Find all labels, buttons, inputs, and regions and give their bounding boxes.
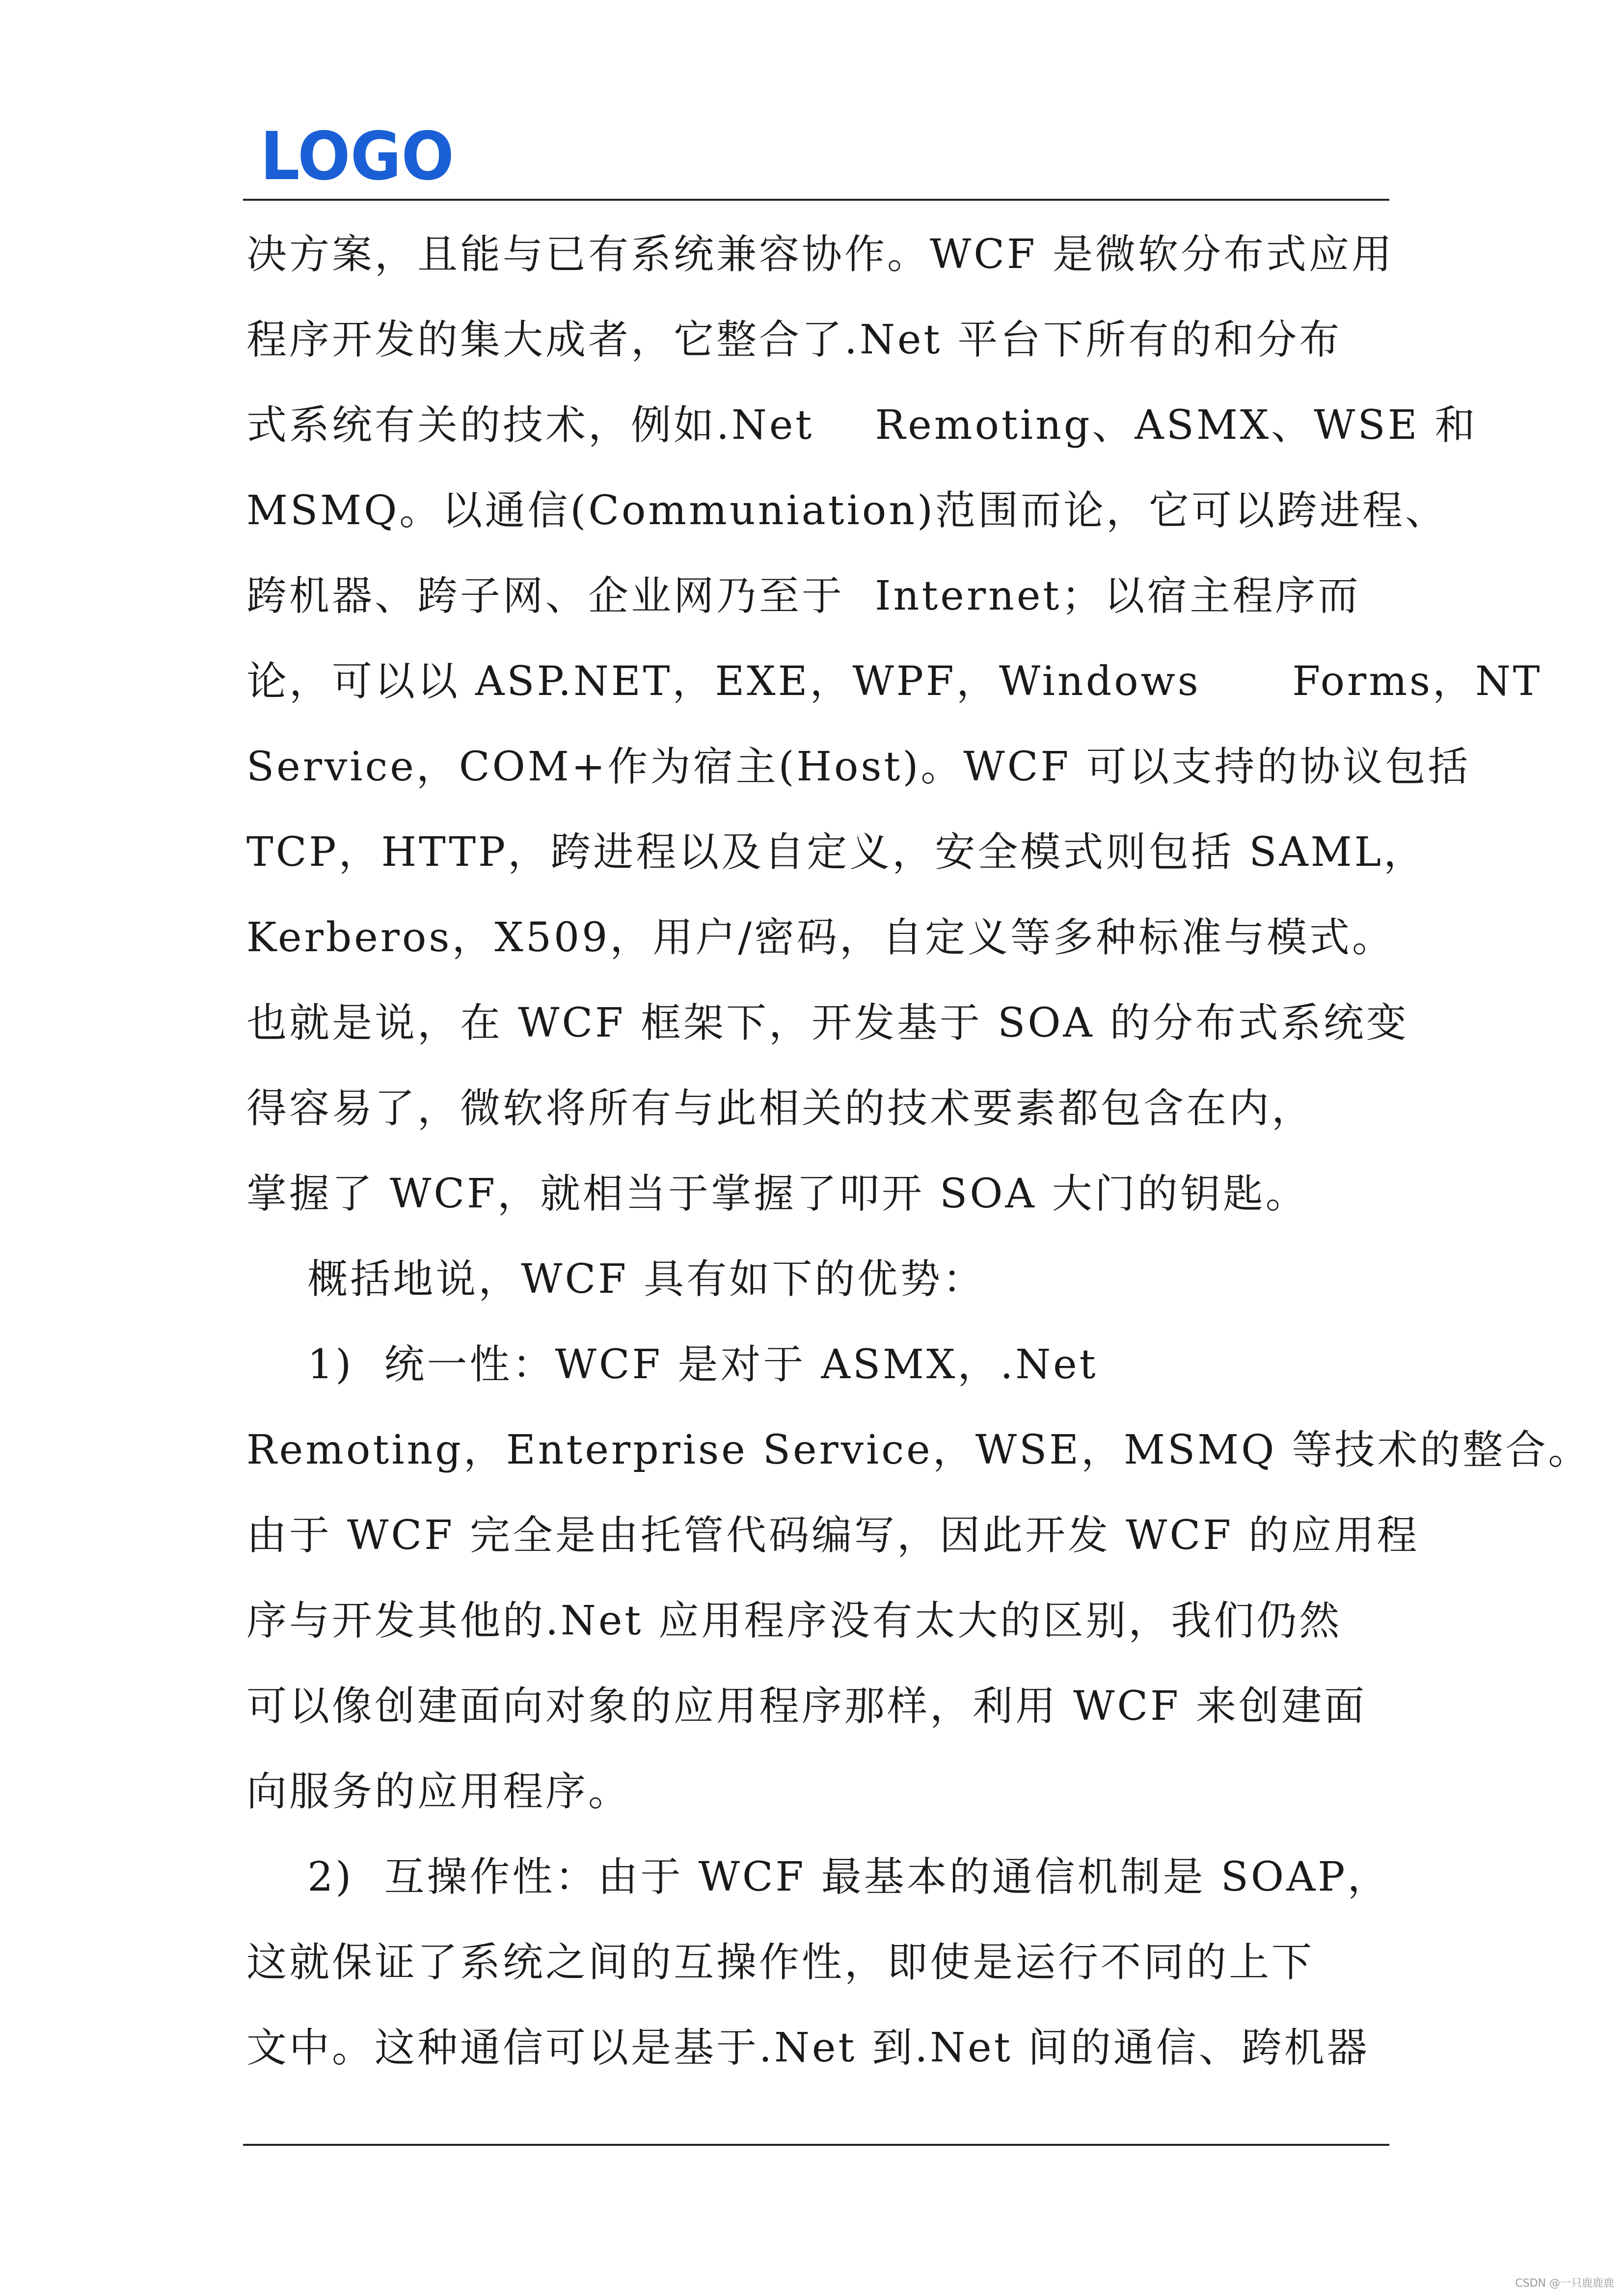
text-line: 也就是说，在 WCF 框架下，开发基于 SOA 的分布式系统变 xyxy=(246,1000,1409,1046)
text-line: Remoting，Enterprise Service，WSE，MSMQ 等技术的整合。 xyxy=(246,1427,1591,1473)
text-line: 向服务的应用程序。 xyxy=(246,1768,631,1815)
logo xyxy=(260,125,457,189)
text-line: TCP，HTTP，跨进程以及自定义，安全模式则包括 SAML， xyxy=(246,829,1427,876)
text-line: 2) 互操作性：由于 WCF 最基本的通信机制是 SOAP， xyxy=(246,1854,1390,1900)
text-line: 概括地说，WCF 具有如下的优势： xyxy=(246,1256,986,1303)
logo-image xyxy=(260,125,457,189)
text-line: 程序开发的集大成者，它整合了.Net 平台下所有的和分布 xyxy=(246,317,1342,363)
svg-text:LOGO: LOGO xyxy=(260,125,454,189)
text-line: 论，可以以 ASP.NET，EXE，WPF，Windows Forms，NT xyxy=(246,658,1543,705)
document-body xyxy=(246,212,1591,2091)
text-line: 这就保证了系统之间的互操作性，即使是运行不同的上下 xyxy=(246,1939,1315,1986)
text-line: 序与开发其他的.Net 应用程序没有太大的区别，我们仍然 xyxy=(246,1598,1342,1644)
text-line: 文中。这种通信可以是基于.Net 到.Net 间的通信、跨机器 xyxy=(246,2025,1370,2071)
text-line: 式系统有关的技术，例如.Net Remoting、ASMX、WSE 和 xyxy=(246,402,1478,449)
text-line: MSMQ。以通信(Communiation)范围而论，它可以跨进程、 xyxy=(246,487,1448,534)
watermark: CSDN @一只鹿鹿鹿 xyxy=(1515,2277,1614,2290)
text-line: 可以像创建面向对象的应用程序那样，利用 WCF 来创建面 xyxy=(246,1683,1367,1730)
text-line: 得容易了，微软将所有与此相关的技术要素都包含在内， xyxy=(246,1085,1315,1132)
footer-rule xyxy=(243,2144,1389,2146)
text-line: 由于 WCF 完全是由托管代码编写，因此开发 WCF 的应用程 xyxy=(246,1512,1420,1559)
text-line: Kerberos，X509，用户/密码，自定义等多种标准与模式。 xyxy=(246,914,1395,961)
header-rule xyxy=(243,199,1389,201)
text-line: 跨机器、跨子网、企业网乃至于 Internet；以宿主程序而 xyxy=(246,573,1361,619)
text-line: Service，COM+作为宿主(Host)。WCF 可以支持的协议包括 xyxy=(246,744,1471,790)
text-line: 掌握了 WCF，就相当于掌握了叩开 SOA 大门的钥匙。 xyxy=(246,1171,1308,1217)
text-line: 决方案，且能与已有系统兼容协作。WCF 是微软分布式应用 xyxy=(246,231,1394,278)
text-line: 1) 统一性：WCF 是对于 ASMX，.Net xyxy=(246,1341,1098,1388)
